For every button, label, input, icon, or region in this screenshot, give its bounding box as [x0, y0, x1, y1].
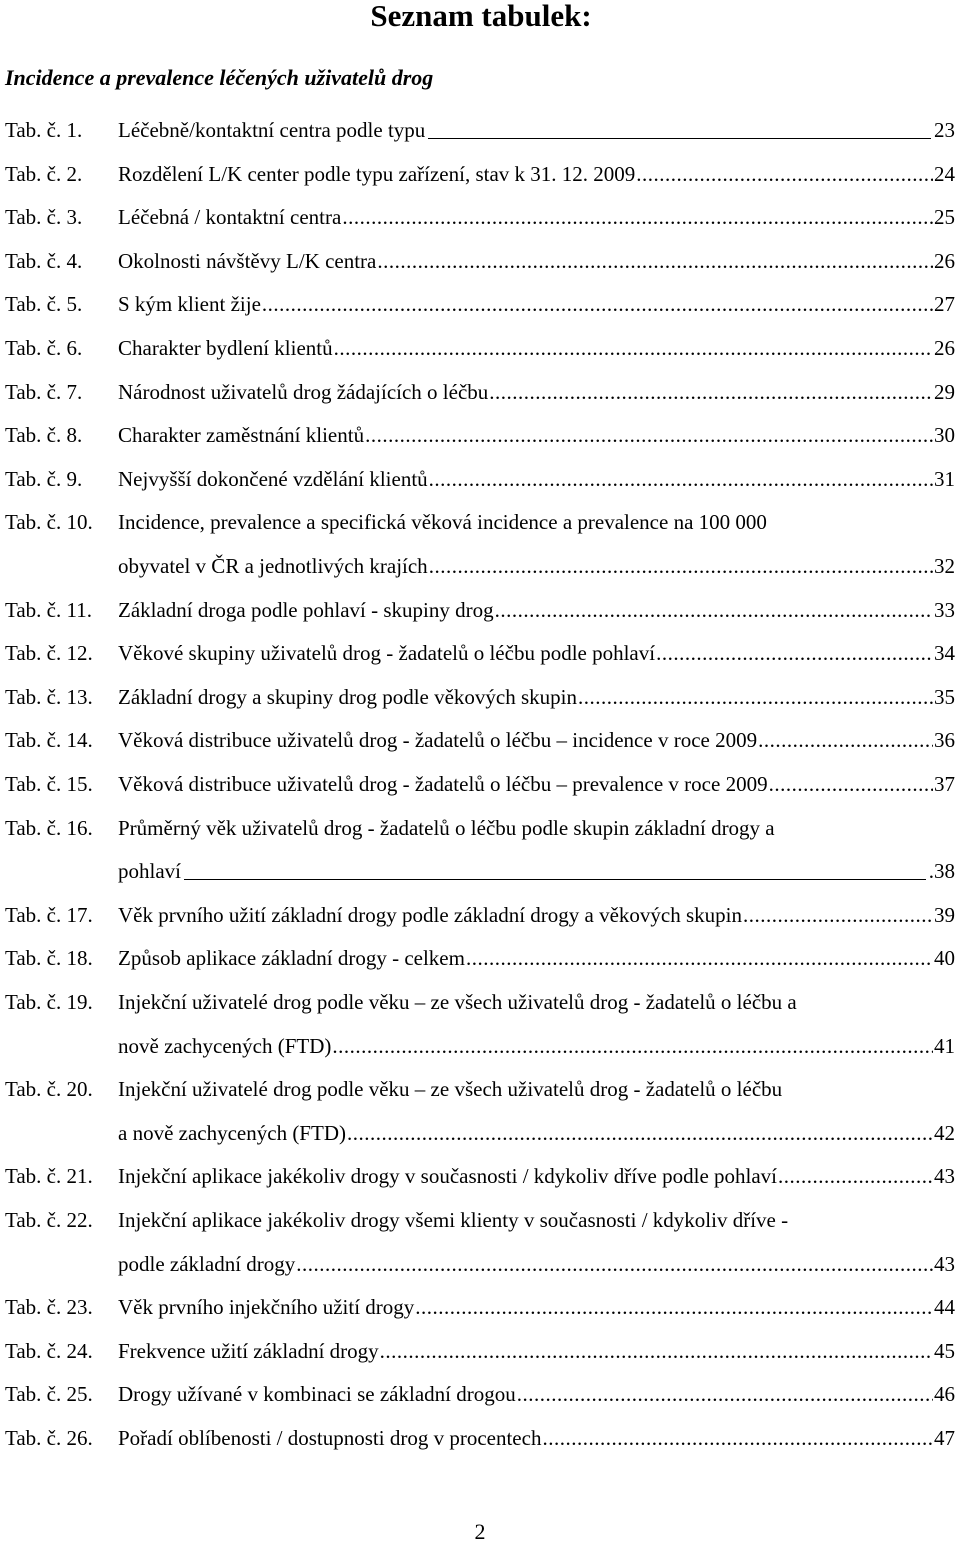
- toc-entry-title: Národnost uživatelů drog žádajících o léčbu: [118, 379, 489, 404]
- dot-leader: [342, 205, 933, 230]
- toc-entry-title: Okolnosti návštěvy L/K centra: [118, 248, 377, 273]
- toc-entry-title: Injekční aplikace jakékoliv drogy všemi klienty v současnosti / kdykoliv dříve -: [118, 1208, 789, 1232]
- toc-entry-page: 33: [934, 597, 955, 622]
- toc-entry-page: 23: [934, 118, 955, 142]
- toc-entry-title: podle základní drogy: [118, 1251, 296, 1276]
- toc-entry-title: a nově zachycených (FTD): [118, 1120, 346, 1145]
- toc-entry-page: 41: [934, 1033, 955, 1058]
- toc-entry-title: Frekvence užití základní drogy: [118, 1338, 379, 1363]
- dot-leader: [466, 946, 933, 971]
- dot-leader: [517, 1382, 933, 1407]
- toc-entry-title: Injekční aplikace jakékoliv drogy v současnosti / kdykoliv dříve podle pohlaví: [118, 1164, 778, 1189]
- dot-leader: [332, 1034, 933, 1059]
- toc-entry-title: Pořadí oblíbenosti / dostupnosti drog v procentech: [118, 1426, 542, 1450]
- toc-entry-label: Tab. č. 19.: [5, 990, 93, 1014]
- dot-leader: [758, 728, 933, 753]
- toc-entry-label: Tab. č. 13.: [5, 684, 93, 709]
- toc-entry-page: 31: [934, 466, 955, 491]
- toc-entry-page: 39: [934, 902, 955, 927]
- toc-entry-label: Tab. č. 21.: [5, 1164, 93, 1189]
- dot-leader: [743, 903, 933, 928]
- toc-entry-page: 43: [934, 1251, 955, 1276]
- toc-entry-title: pohlaví: [118, 859, 181, 884]
- toc-entry-page: 40: [934, 946, 955, 971]
- toc-entry-title: Charakter bydlení klientů: [118, 336, 333, 360]
- toc-entry-title: Léčebně/kontaktní centra podle typu: [118, 118, 426, 142]
- toc-entry-label: Tab. č. 18.: [5, 946, 93, 971]
- toc-entry-label: Tab. č. 20.: [5, 1077, 93, 1102]
- toc-entry-label: Tab. č. 7.: [5, 379, 83, 404]
- toc-entry-label: Tab. č. 17.: [5, 902, 93, 927]
- toc-entry-page: 36: [934, 728, 955, 753]
- toc-entry-title: Injekční uživatelé drog podle věku – ze všech uživatelů drog - žadatelů o léčbu a: [118, 990, 797, 1014]
- toc-entry-label: Tab. č. 14.: [5, 728, 93, 753]
- toc-entry-title: Základní drogy a skupiny drog podle věkových skupin: [118, 684, 578, 709]
- toc-entry-page: 24: [934, 161, 955, 186]
- dot-leader: [489, 380, 933, 405]
- dot-leader: [428, 136, 931, 139]
- toc-entry-label: Tab. č. 26.: [5, 1426, 93, 1450]
- toc-entry-title: obyvatel v ČR a jednotlivých krajích: [118, 553, 428, 578]
- toc-entry-page: 32: [934, 553, 955, 578]
- dot-leader: [578, 685, 933, 710]
- toc-entry-label: Tab. č. 6.: [5, 336, 83, 360]
- dot-leader: [656, 641, 933, 666]
- dot-leader: [636, 162, 933, 187]
- toc-entry-title: Základní droga podle pohlaví - skupiny drog: [118, 597, 494, 622]
- page-number: 2: [474, 1519, 486, 1544]
- toc-entry-title: Způsob aplikace základní drogy - celkem: [118, 946, 465, 971]
- toc-entry-title: S kým klient žije: [118, 292, 261, 317]
- toc-entry-label: Tab. č. 23.: [5, 1295, 93, 1320]
- toc-entry-page: 45: [934, 1338, 955, 1363]
- toc-entry-label: Tab. č. 12.: [5, 641, 93, 666]
- toc-entry-label: Tab. č. 3.: [5, 205, 83, 230]
- toc-entry-label: Tab. č. 11.: [5, 597, 92, 622]
- toc-entry-title: Incidence, prevalence a specifická věková incidence a prevalence na 100 000: [118, 510, 767, 535]
- dot-leader: [542, 1426, 933, 1451]
- dot-leader: [769, 772, 933, 797]
- toc-entry-page: 26: [934, 248, 955, 273]
- toc-entry-title: Věk prvního užití základní drogy podle základní drogy a věkových skupin: [118, 902, 743, 927]
- toc-entry-label: Tab. č. 25.: [5, 1382, 93, 1407]
- toc-entry-label: Tab. č. 24.: [5, 1338, 93, 1363]
- dot-leader: [380, 1339, 933, 1364]
- toc-entry-page: 26: [934, 336, 955, 360]
- toc-entry-page: 44: [934, 1295, 955, 1320]
- toc-entry-page: .38: [928, 859, 955, 884]
- toc-entry-title: Věková distribuce uživatelů drog - žadatelů o léčbu – incidence v roce 2009: [118, 728, 758, 753]
- page-title: Seznam tabulek:: [370, 0, 592, 33]
- toc-entry-label: Tab. č. 5.: [5, 292, 83, 317]
- toc-entry-title: Průměrný věk uživatelů drog - žadatelů o léčbu podle skupin základní drogy a: [118, 815, 775, 840]
- dot-leader: [365, 423, 933, 448]
- toc-entry-label: Tab. č. 9.: [5, 466, 83, 491]
- dot-leader: [262, 292, 933, 317]
- toc-entry-title: Charakter zaměstnání klientů: [118, 423, 365, 448]
- toc-entry-title: Nejvyšší dokončené vzdělání klientů: [118, 466, 428, 491]
- toc-entry-label: Tab. č. 15.: [5, 772, 93, 796]
- toc-entry-page: 34: [934, 641, 955, 666]
- toc-entry-page: 42: [934, 1120, 955, 1145]
- toc-entry-title: Injekční uživatelé drog podle věku – ze všech uživatelů drog - žadatelů o léčbu: [118, 1077, 783, 1102]
- toc-entry-label: Tab. č. 10.: [5, 510, 93, 535]
- toc-entry-page: 46: [934, 1382, 955, 1407]
- toc-entry-page: 37: [934, 772, 955, 796]
- dot-leader: [429, 554, 933, 579]
- toc-entry-title: Rozdělení L/K center podle typu zařízení, stav k 31. 12. 2009: [118, 161, 636, 186]
- toc-entry-page: 30: [934, 423, 955, 448]
- dot-leader: [334, 336, 933, 361]
- toc-entry-label: Tab. č. 16.: [5, 815, 93, 840]
- toc-entry-title: Věkové skupiny uživatelů drog - žadatelů o léčbu podle pohlaví: [118, 641, 656, 666]
- section-heading: Incidence a prevalence léčených uživatelů drog: [5, 65, 434, 90]
- toc-entry-title: nově zachycených (FTD): [118, 1033, 332, 1058]
- toc-entry-label: Tab. č. 1.: [5, 118, 83, 142]
- toc-entry-page: 25: [934, 205, 955, 230]
- toc-entry-title: Věková distribuce uživatelů drog - žadatelů o léčbu – prevalence v roce 2009: [118, 772, 768, 796]
- dot-leader: [347, 1121, 933, 1146]
- toc-entry-label: Tab. č. 22.: [5, 1208, 93, 1232]
- toc-entry-label: Tab. č. 8.: [5, 423, 83, 448]
- dot-leader: [429, 467, 933, 492]
- toc-entry-page: 35: [934, 684, 955, 709]
- dot-leader: [377, 249, 933, 274]
- toc-entry-page: 47: [934, 1426, 955, 1450]
- toc-entry-page: 27: [934, 292, 955, 317]
- toc-entry-title: Léčebná / kontaktní centra: [118, 205, 342, 230]
- toc-entry-label: Tab. č. 4.: [5, 248, 83, 273]
- dot-leader: [296, 1252, 933, 1277]
- toc-entry-title: Drogy užívané v kombinaci se základní drogou: [118, 1382, 516, 1407]
- toc-entry-page: 43: [934, 1164, 955, 1189]
- toc-entry-label: Tab. č. 2.: [5, 161, 83, 186]
- dot-leader: [184, 877, 926, 880]
- dot-leader: [495, 598, 933, 623]
- toc-entry-page: 29: [934, 379, 955, 404]
- toc-entry-title: Věk prvního injekčního užití drogy: [118, 1295, 415, 1320]
- dot-leader: [415, 1295, 933, 1320]
- dot-leader: [778, 1164, 933, 1189]
